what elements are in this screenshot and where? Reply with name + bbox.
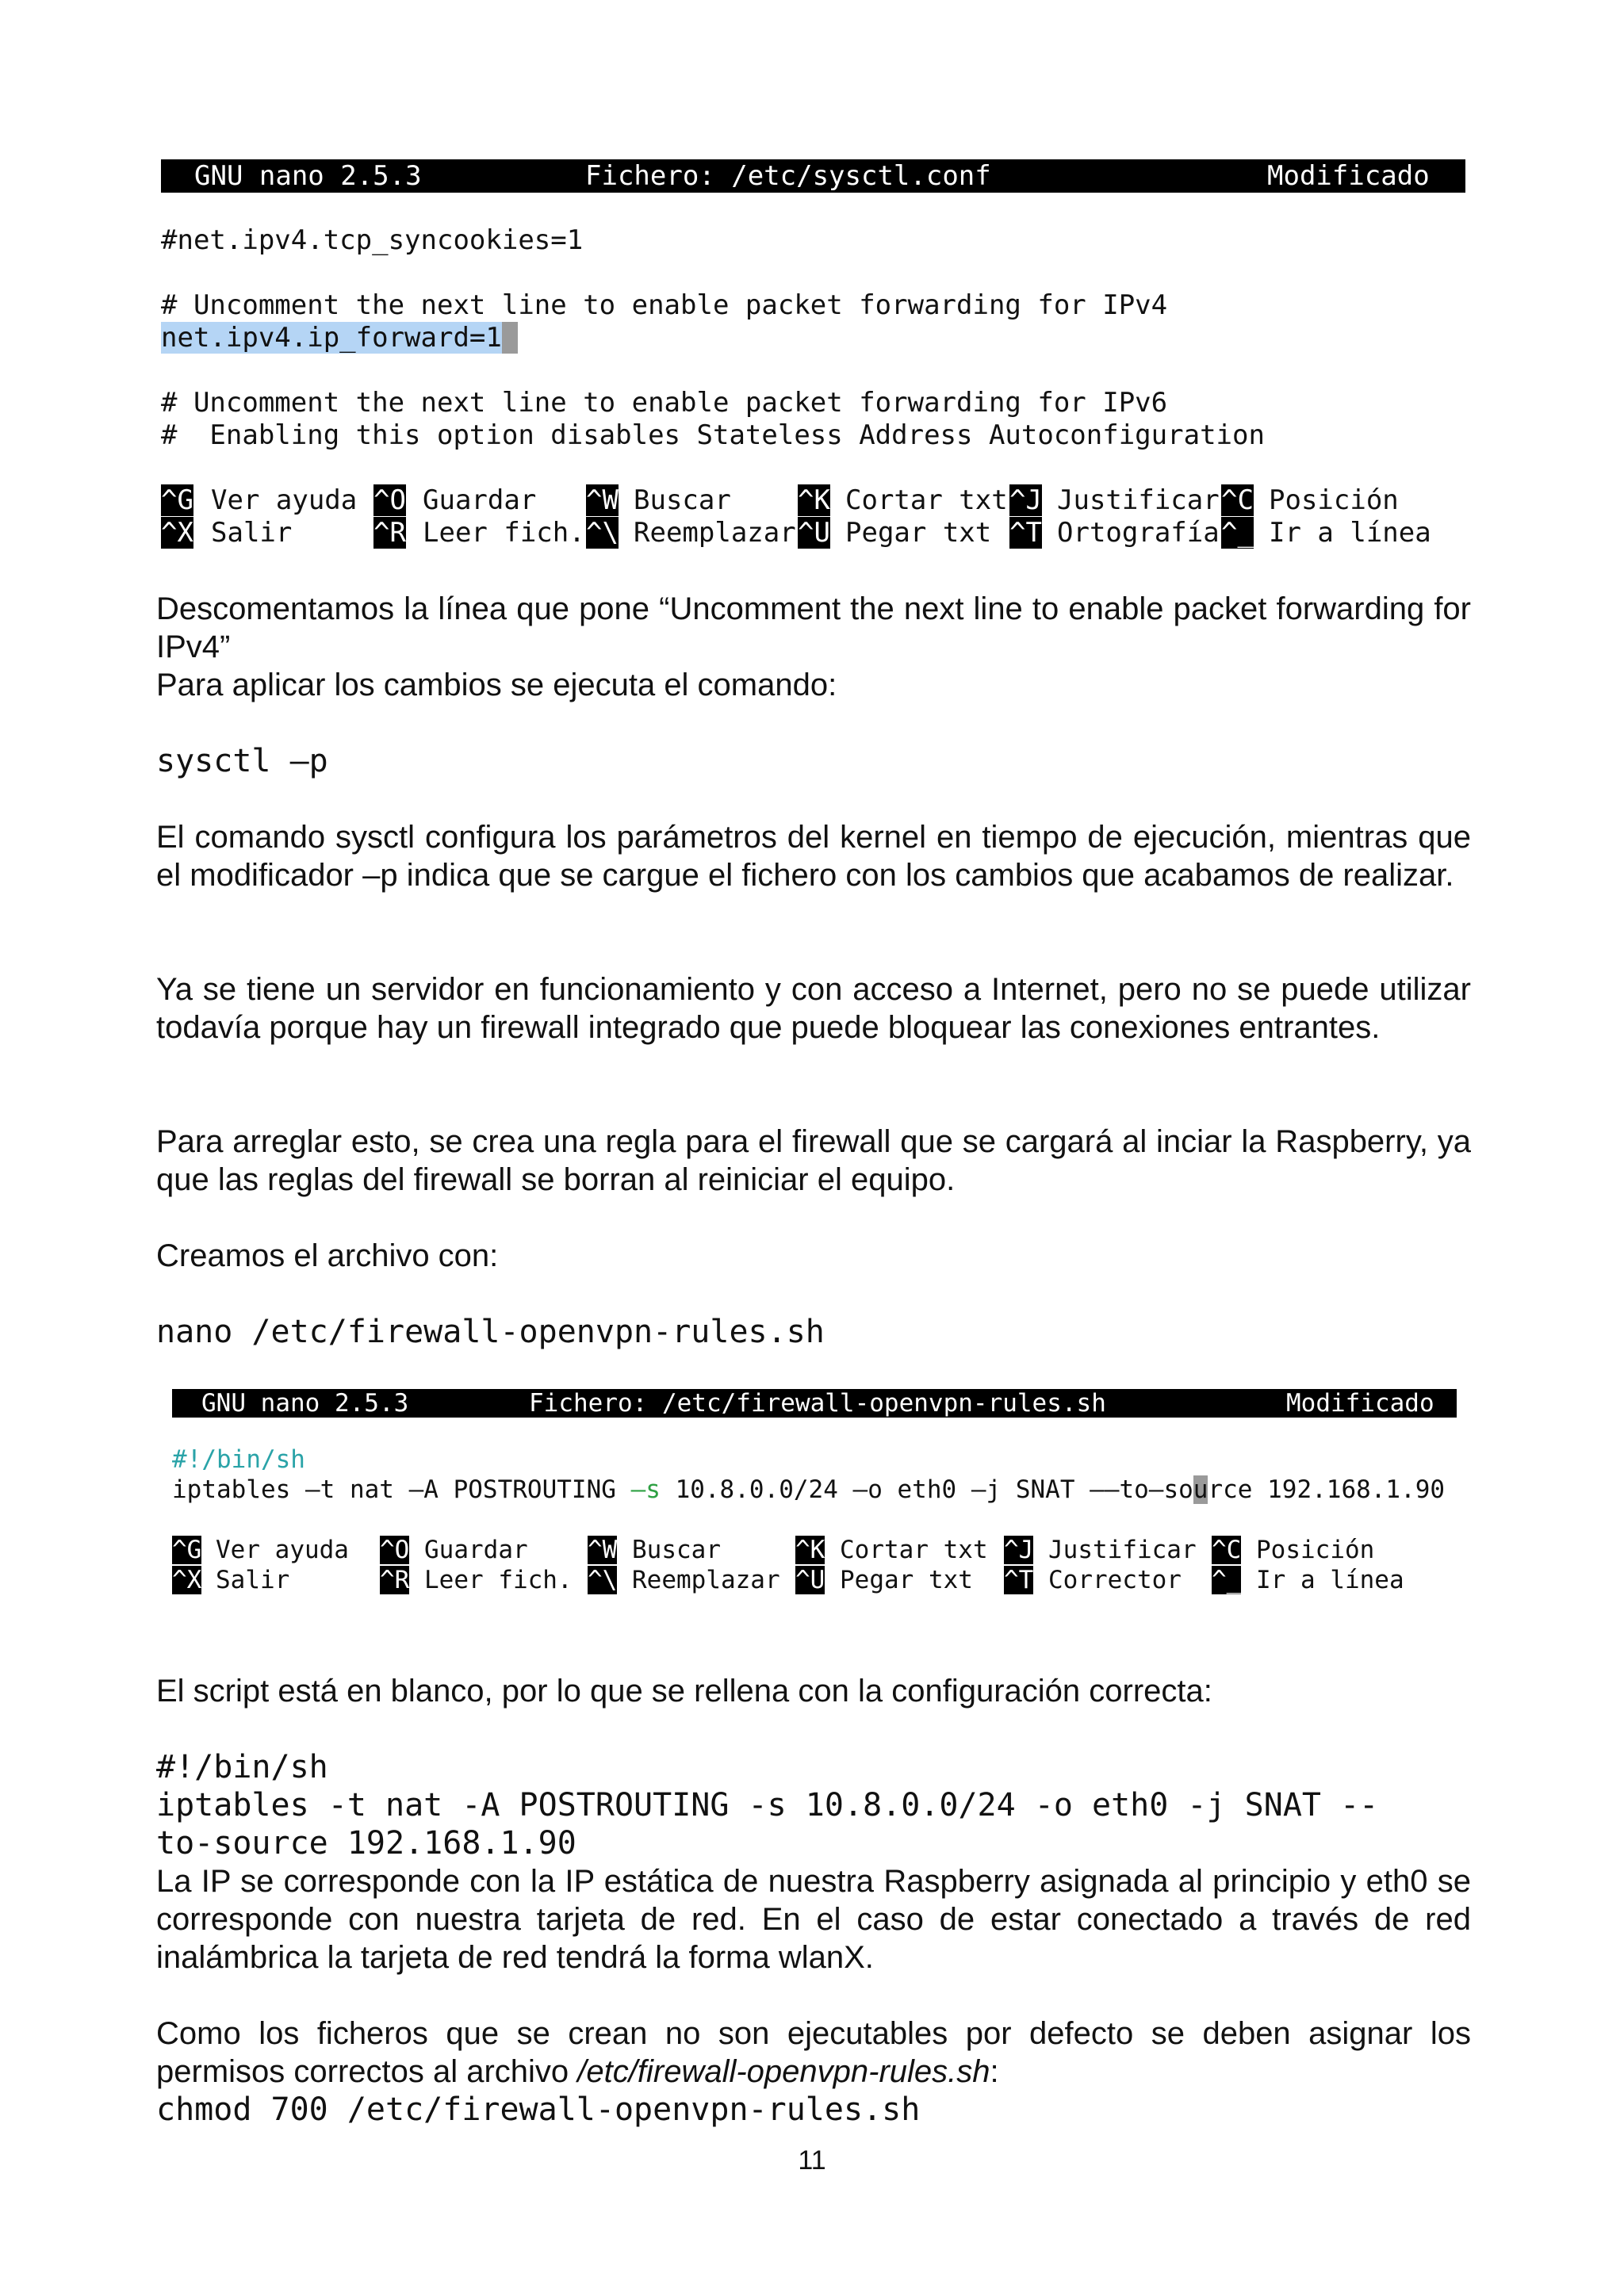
shortcut-label: Cortar txt	[845, 484, 1008, 516]
shortcut-key: ^U	[798, 517, 830, 549]
shortcut-label: Ortografía	[1057, 517, 1220, 549]
code-line: iptables -t nat -A POSTROUTING -s 10.8.0.0/24 -o eth0 -j SNAT --	[156, 1787, 1379, 1823]
shortcut-label: Ver ayuda	[216, 1536, 349, 1564]
shortcut-label: Reemplazar	[632, 1566, 780, 1594]
config-comment-line: # Uncomment the next line to enable packet forwarding for IPv6	[161, 387, 1168, 419]
paragraph: Para arreglar esto, se crea una regla para el firewall que se cargará al inciar la Raspberry, ya que las reglas del firewall se borran al reiniciar el equipo.	[156, 1124, 1471, 1197]
text-cursor	[502, 322, 518, 354]
shortcut-key: ^C	[1212, 1536, 1242, 1564]
shortcut-key: ^R	[373, 517, 406, 549]
shortcut-label: Posición	[1256, 1536, 1375, 1564]
shortcut-key: ^T	[1004, 1566, 1034, 1594]
shortcut-key: ^_	[1221, 517, 1254, 549]
nano-shortcut-row	[161, 517, 1465, 549]
shortcut-key: ^W	[586, 484, 619, 516]
page-number: 11	[798, 2145, 826, 2175]
code-line: to-source 192.168.1.90	[156, 1825, 576, 1862]
shortcut-label: Ir a línea	[1256, 1566, 1404, 1594]
command-line: nano /etc/firewall-openvpn-rules.sh	[156, 1314, 825, 1350]
paragraph: Para aplicar los cambios se ejecuta el comando:	[156, 668, 837, 702]
shortcut-key: ^G	[161, 484, 193, 516]
source-flag: –s	[630, 1475, 661, 1504]
shortcut-key: ^K	[795, 1536, 825, 1564]
nano-file-name: Fichero: /etc/firewall-openvpn-rules.sh	[529, 1389, 1106, 1418]
command-text: 10.8.0.0/24 –o eth0 –j SNAT ––to–so	[660, 1475, 1193, 1504]
nano-screenshot-sysctl	[161, 159, 1465, 556]
paragraph: El script está en blanco, por lo que se rellena con la configuración correcta:	[156, 1674, 1212, 1709]
command-line: sysctl –p	[156, 743, 328, 779]
shortcut-key: ^O	[373, 484, 406, 516]
shortcut-key: ^K	[798, 484, 830, 516]
shortcut-label: Guardar	[423, 484, 537, 516]
paragraph-text: Como los ficheros que se crean no son ejecutables por defecto se deben asignar los permisos correctos al archivo	[156, 2016, 1471, 2089]
paragraph: Descomentamos la línea que pone “Uncomment the next line to enable packet forwarding for IPv4”	[156, 591, 1471, 664]
config-line: #net.ipv4.tcp_syncookies=1	[161, 224, 584, 256]
nano-file-name: Fichero: /etc/sysctl.conf	[585, 160, 991, 192]
paragraph: Ya se tiene un servidor en funcionamiento y con acceso a Internet, pero no se puede utilizar todavía porque hay un firewall integrado que puede bloquear las conexiones entrantes.	[156, 972, 1471, 1045]
code-line: #!/bin/sh	[156, 1749, 328, 1785]
shortcut-key: ^X	[172, 1566, 202, 1594]
nano-title-bar	[172, 1389, 1457, 1418]
selected-text: net.ipv4.ip_forward=1	[161, 322, 502, 354]
paragraph	[156, 2015, 1471, 2091]
shortcut-label: Ver ayuda	[211, 484, 358, 516]
shortcut-label: Cortar txt	[840, 1536, 988, 1564]
shortcut-label: Justificar	[1057, 484, 1220, 516]
shortcut-key: ^W	[588, 1536, 618, 1564]
shortcut-label: Leer fich.	[423, 517, 585, 549]
shortcut-key: ^O	[380, 1536, 410, 1564]
shortcut-label: Salir	[216, 1566, 290, 1594]
shortcut-label: Guardar	[424, 1536, 528, 1564]
shortcut-key: ^\	[586, 517, 619, 549]
shortcut-label: Posición	[1269, 484, 1399, 516]
nano-app-version: GNU nano 2.5.3	[194, 160, 422, 192]
shortcut-label: Pegar txt	[845, 517, 992, 549]
nano-title-bar	[161, 159, 1465, 193]
shortcut-label: Buscar	[632, 1536, 721, 1564]
shortcut-label: Pegar txt	[840, 1566, 973, 1594]
paragraph: Creamos el archivo con:	[156, 1238, 499, 1273]
nano-shortcut-row	[172, 1536, 1457, 1566]
shortcut-key: ^T	[1009, 517, 1042, 549]
shortcut-key: ^R	[380, 1566, 410, 1594]
shortcut-key: ^U	[795, 1566, 825, 1594]
shortcut-key: ^\	[588, 1566, 618, 1594]
nano-modified-status: Modificado	[1286, 1389, 1434, 1418]
paragraph: El comando sysctl configura los parámetros del kernel en tiempo de ejecución, mientras que el modificador –p indica que se cargue el fichero con los cambios que acabamos de realizar.	[156, 820, 1471, 893]
shortcut-label: Corrector	[1048, 1566, 1182, 1594]
file-path: /etc/firewall-openvpn-rules.sh	[577, 2054, 990, 2089]
shortcut-key: ^_	[1212, 1566, 1242, 1594]
paragraph-text: :	[990, 2054, 999, 2089]
shortcut-key: ^G	[172, 1536, 202, 1564]
config-comment-line: # Enabling this option disables Stateless Address Autoconfiguration	[161, 419, 1265, 451]
shortcut-key: ^X	[161, 517, 193, 549]
shortcut-label: Buscar	[634, 484, 731, 516]
shortcut-key: ^J	[1004, 1536, 1034, 1564]
shortcut-key: ^C	[1221, 484, 1254, 516]
paragraph: La IP se corresponde con la IP estática de nuestra Raspberry asignada al principio y eth0 se corresponde con nuestra tarjeta de red. En el caso de estar conectado a través de red inalámbrica la tarjeta de red tendrá la forma wlanX.	[156, 1864, 1471, 1975]
nano-shortcut-row	[172, 1566, 1457, 1596]
command-line: chmod 700 /etc/firewall-openvpn-rules.sh	[156, 2091, 921, 2128]
shortcut-label: Salir	[211, 517, 293, 549]
shortcut-label: Reemplazar	[634, 517, 796, 549]
script-iptables-line	[172, 1475, 1445, 1504]
shortcut-label: Leer fich.	[424, 1566, 573, 1594]
nano-app-version: GNU nano 2.5.3	[201, 1389, 409, 1418]
text-cursor: u	[1193, 1475, 1208, 1504]
command-text: rce 192.168.1.90	[1208, 1475, 1446, 1504]
nano-screenshot-firewall-rules	[172, 1389, 1457, 1603]
shortcut-label: Justificar	[1048, 1536, 1197, 1564]
shortcut-label: Ir a línea	[1269, 517, 1431, 549]
script-shebang-line: #!/bin/sh	[172, 1445, 305, 1474]
nano-shortcut-row	[161, 484, 1465, 517]
nano-modified-status: Modificado	[1267, 160, 1430, 192]
shortcut-key: ^J	[1009, 484, 1042, 516]
config-line-highlighted	[161, 322, 518, 354]
command-text: iptables –t nat –A POSTROUTING	[172, 1475, 631, 1504]
config-comment-line: # Uncomment the next line to enable packet forwarding for IPv4	[161, 289, 1168, 321]
